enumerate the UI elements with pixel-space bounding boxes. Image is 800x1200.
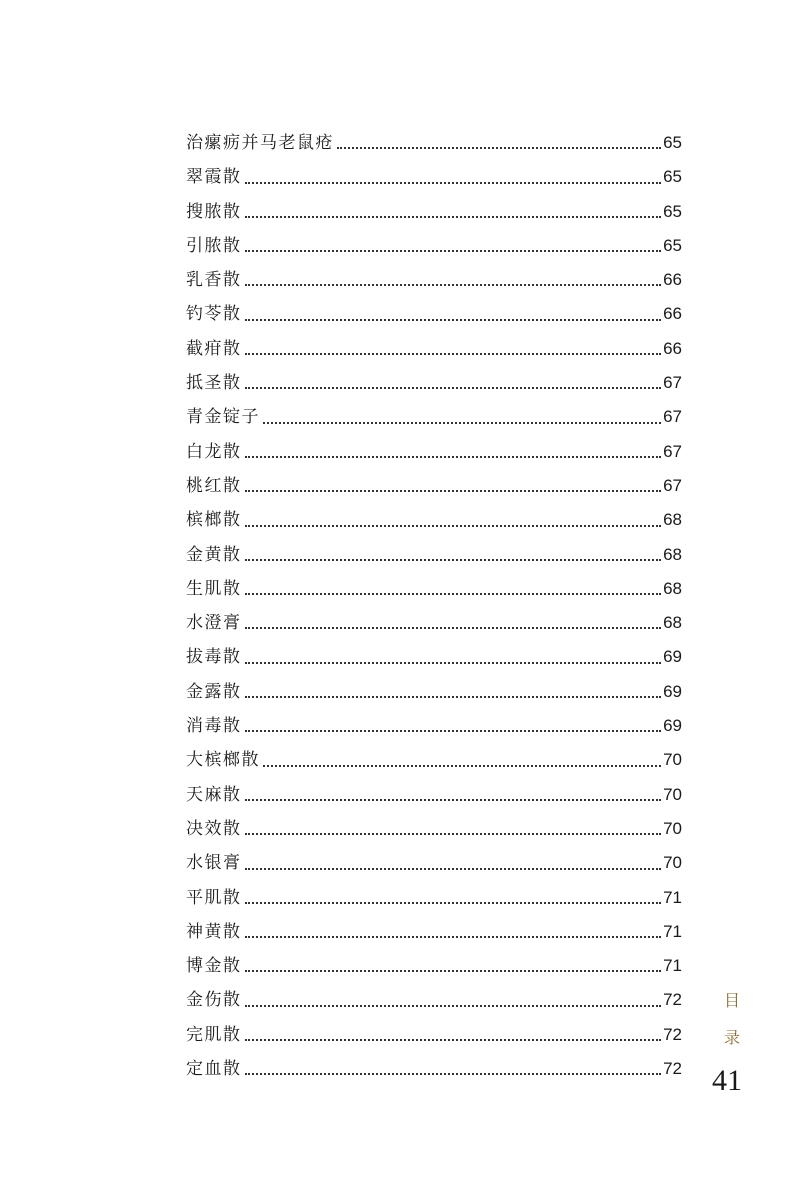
- dot-leader: [245, 799, 662, 801]
- toc-entry-page: 72: [663, 990, 682, 1010]
- dot-leader: [245, 216, 662, 218]
- toc-entry-title: 青金锭子: [186, 407, 260, 428]
- toc-entry[interactable]: [186, 1052, 682, 1086]
- dot-leader: [245, 662, 662, 664]
- toc-entry-title: 消毒散: [186, 716, 242, 737]
- table-of-contents: [186, 126, 682, 1086]
- toc-entry-page: 67: [663, 475, 682, 495]
- toc-entry[interactable]: [186, 743, 682, 777]
- toc-entry[interactable]: [186, 778, 682, 812]
- dot-leader: [245, 627, 662, 629]
- toc-entry[interactable]: [186, 126, 682, 160]
- toc-entry-page: 66: [663, 304, 682, 324]
- toc-entry[interactable]: [186, 572, 682, 606]
- toc-entry-title: 搜脓散: [186, 201, 242, 222]
- toc-entry-page: 67: [663, 441, 682, 461]
- dot-leader: [245, 559, 662, 561]
- toc-entry-title: 定血散: [186, 1059, 242, 1080]
- toc-entry-page: 70: [663, 750, 682, 770]
- toc-entry-title: 桃红散: [186, 475, 242, 496]
- toc-entry-page: 67: [663, 407, 682, 427]
- toc-entry-title: 天麻散: [186, 784, 242, 805]
- toc-entry[interactable]: [186, 538, 682, 572]
- toc-entry-title: 抵圣散: [186, 373, 242, 394]
- dot-leader: [245, 387, 662, 389]
- dot-leader: [245, 1073, 662, 1075]
- dot-leader: [245, 353, 662, 355]
- toc-entry-page: 69: [663, 681, 682, 701]
- toc-entry-title: 水澄膏: [186, 613, 242, 634]
- toc-entry[interactable]: [186, 195, 682, 229]
- toc-entry-page: 69: [663, 647, 682, 667]
- toc-entry-page: 68: [663, 613, 682, 633]
- dot-leader: [245, 868, 662, 870]
- toc-entry-title: 金露散: [186, 681, 242, 702]
- toc-entry-title: 水银膏: [186, 853, 242, 874]
- page-number: 41: [712, 1064, 742, 1097]
- toc-entry-title: 白龙散: [186, 441, 242, 462]
- section-label-mu: 目: [724, 991, 741, 1010]
- toc-entry-title: 大槟榔散: [186, 750, 260, 771]
- dot-leader: [245, 970, 662, 972]
- toc-entry-page: 69: [663, 716, 682, 736]
- toc-entry-page: 72: [663, 1024, 682, 1044]
- toc-entry-title: 翠霞散: [186, 167, 242, 188]
- dot-leader: [245, 456, 662, 458]
- toc-entry-page: 66: [663, 338, 682, 358]
- toc-entry-page: 65: [663, 133, 682, 152]
- toc-entry[interactable]: [186, 915, 682, 949]
- toc-entry[interactable]: [186, 675, 682, 709]
- toc-entry[interactable]: [186, 229, 682, 263]
- toc-entry[interactable]: [186, 709, 682, 743]
- toc-entry[interactable]: [186, 503, 682, 537]
- toc-entry[interactable]: [186, 263, 682, 297]
- dot-leader: [245, 730, 662, 732]
- toc-entry[interactable]: [186, 812, 682, 846]
- toc-entry-page: 70: [663, 853, 682, 873]
- toc-entry-title: 神黄散: [186, 921, 242, 942]
- dot-leader: [245, 525, 662, 527]
- toc-entry-page: 65: [663, 167, 682, 187]
- toc-entry-title: 乳香散: [186, 270, 242, 291]
- toc-entry-title: 槟榔散: [186, 510, 242, 531]
- toc-entry-page: 71: [663, 887, 682, 907]
- toc-entry-title: 引脓散: [186, 235, 242, 256]
- toc-entry-page: 65: [663, 201, 682, 221]
- dot-leader: [245, 284, 662, 286]
- toc-entry[interactable]: [186, 160, 682, 194]
- dot-leader: [245, 1005, 662, 1007]
- toc-entry-title: 治瘰疬并马老鼠疮: [186, 133, 334, 153]
- dot-leader: [245, 182, 662, 184]
- toc-entry-title: 拔毒散: [186, 647, 242, 668]
- toc-entry-page: 67: [663, 373, 682, 393]
- toc-entry[interactable]: [186, 297, 682, 331]
- dot-leader: [245, 593, 662, 595]
- toc-entry-page: 68: [663, 578, 682, 598]
- toc-entry-page: 72: [663, 1059, 682, 1079]
- toc-entry-page: 68: [663, 510, 682, 530]
- toc-entry-title: 决效散: [186, 818, 242, 839]
- toc-entry[interactable]: [186, 983, 682, 1017]
- toc-entry-title: 金伤散: [186, 990, 242, 1011]
- dot-leader: [263, 422, 661, 424]
- dot-leader: [263, 765, 661, 767]
- toc-entry-page: 70: [663, 784, 682, 804]
- toc-entry[interactable]: [186, 606, 682, 640]
- dot-leader: [245, 490, 662, 492]
- toc-entry-title: 金黄散: [186, 544, 242, 565]
- toc-entry-title: 平肌散: [186, 887, 242, 908]
- dot-leader: [245, 902, 662, 904]
- toc-entry-page: 65: [663, 235, 682, 255]
- section-label-lu: 录: [724, 1028, 741, 1047]
- toc-entry[interactable]: [186, 640, 682, 674]
- toc-entry-title: 博金散: [186, 956, 242, 977]
- toc-entry[interactable]: [186, 366, 682, 400]
- toc-entry[interactable]: [186, 332, 682, 366]
- toc-entry[interactable]: [186, 400, 682, 434]
- toc-entry-title: 钓苓散: [186, 304, 242, 325]
- dot-leader: [245, 1039, 662, 1041]
- dot-leader: [245, 250, 662, 252]
- toc-entry[interactable]: [186, 1018, 682, 1052]
- toc-entry-title: 生肌散: [186, 578, 242, 599]
- dot-leader: [245, 319, 662, 321]
- dot-leader: [245, 696, 662, 698]
- toc-entry-page: 71: [663, 921, 682, 941]
- toc-entry-page: 68: [663, 544, 682, 564]
- toc-entry-page: 70: [663, 818, 682, 838]
- toc-entry-title: 截疳散: [186, 338, 242, 359]
- dot-leader: [245, 936, 662, 938]
- toc-entry[interactable]: [186, 949, 682, 983]
- toc-entry-title: 完肌散: [186, 1024, 242, 1045]
- toc-entry[interactable]: [186, 881, 682, 915]
- toc-entry[interactable]: [186, 435, 682, 469]
- toc-entry[interactable]: [186, 469, 682, 503]
- dot-leader: [337, 147, 661, 149]
- toc-entry[interactable]: [186, 846, 682, 880]
- toc-entry-page: 71: [663, 956, 682, 976]
- toc-entry-page: 66: [663, 270, 682, 290]
- dot-leader: [245, 833, 662, 835]
